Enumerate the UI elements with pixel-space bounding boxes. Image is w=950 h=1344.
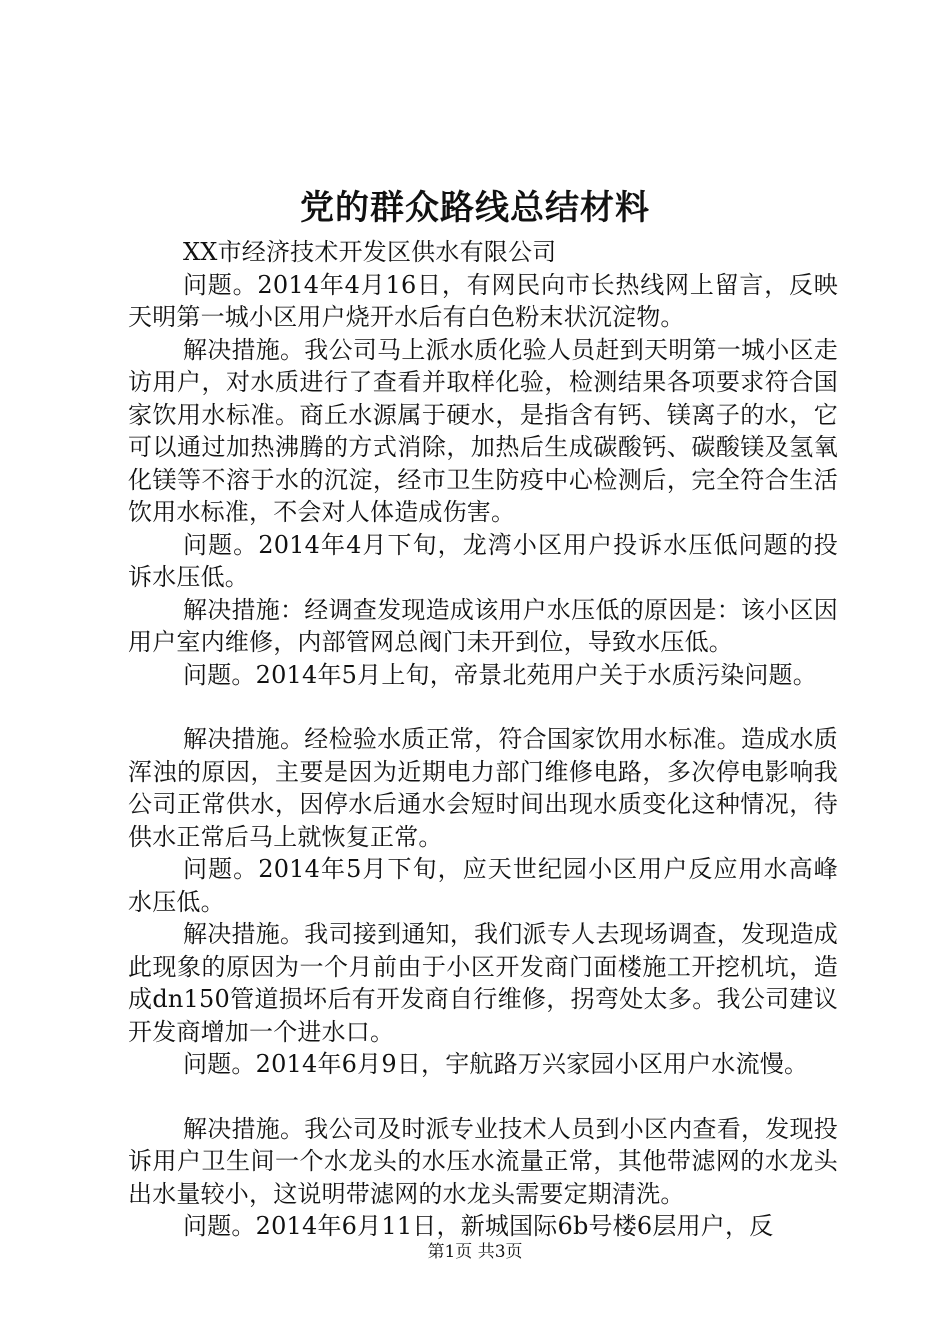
paragraph-solution-4: 解决措施。我司接到通知，我们派专人去现场调查，发现造成此现象的原因为一个月前由于小区开发商门面楼施工开挖机坑，造成dn150管道损坏后有开发商自行维修，拐弯处太多。我公司建议开发商增加一个进水口。 (128, 920, 838, 1046)
document-body (128, 236, 838, 1243)
paragraph-problem-5: 问题。2014年6月9日，宇航路万兴家园小区用户水流慢。 (183, 1050, 809, 1078)
paragraph-solution-3: 解决措施。经检验水质正常，符合国家饮用水标准。造成水质浑浊的原因，主要是因为近期电力部门维修电路，多次停电影响我公司正常供水，因停水后通水会短时间出现水质变化这种情况，待供水正常后马上就恢复正常。 (128, 725, 838, 851)
paragraph-problem-6: 问题。2014年6月11日，新城国际6b号楼6层用户，反 (183, 1212, 774, 1240)
paragraph-problem-3: 问题。2014年5月上旬，帝景北苑用户关于水质污染问题。 (183, 660, 817, 689)
paragraph-problem-4: 问题。2014年5月下旬，应天世纪园小区用户反应用水高峰水压低。 (128, 855, 838, 916)
paragraph-solution-2: 解决措施：经调查发现造成该用户水压低的原因是：该小区因用户室内维修，内部管网总阀门未开到位，导致水压低。 (128, 595, 838, 656)
page-footer: 第1页 共3页 (427, 1242, 523, 1262)
paragraph-solution-5: 解决措施。我公司及时派专业技术人员到小区内查看，发现投诉用户卫生间一个水龙头的水压水流量正常，其他带滤网的水龙头出水量较小，这说明带滤网的水龙头需要定期清洗。 (128, 1114, 838, 1208)
paragraph-company: XX市经济技术开发区供水有限公司 (183, 238, 557, 266)
paragraph-problem-1: 问题。2014年4月16日，有网民向市长热线网上留言，反映天明第一城小区用户烧开水后有白色粉末状沉淀物。 (128, 270, 838, 331)
paragraph-problem-2: 问题。2014年4月下旬，龙湾小区用户投诉水压低问题的投诉水压低。 (128, 530, 838, 591)
document-title: 党的群众路线总结材料 (300, 188, 650, 228)
paragraph-solution-1: 解决措施。我公司马上派水质化验人员赶到天明第一城小区走访用户，对水质进行了查看并取样化验，检测结果各项要求符合国家饮用水标准。商丘水源属于硬水，是指含有钙、镁离子的水，它可以通过加热沸腾的方式消除，加热后生成碳酸钙、碳酸镁及氢氧化镁等不溶于水的沉淀，经市卫生防疫中心检测后，完全符合生活饮用水标准，不会对人体造成伤害。 (128, 335, 838, 526)
